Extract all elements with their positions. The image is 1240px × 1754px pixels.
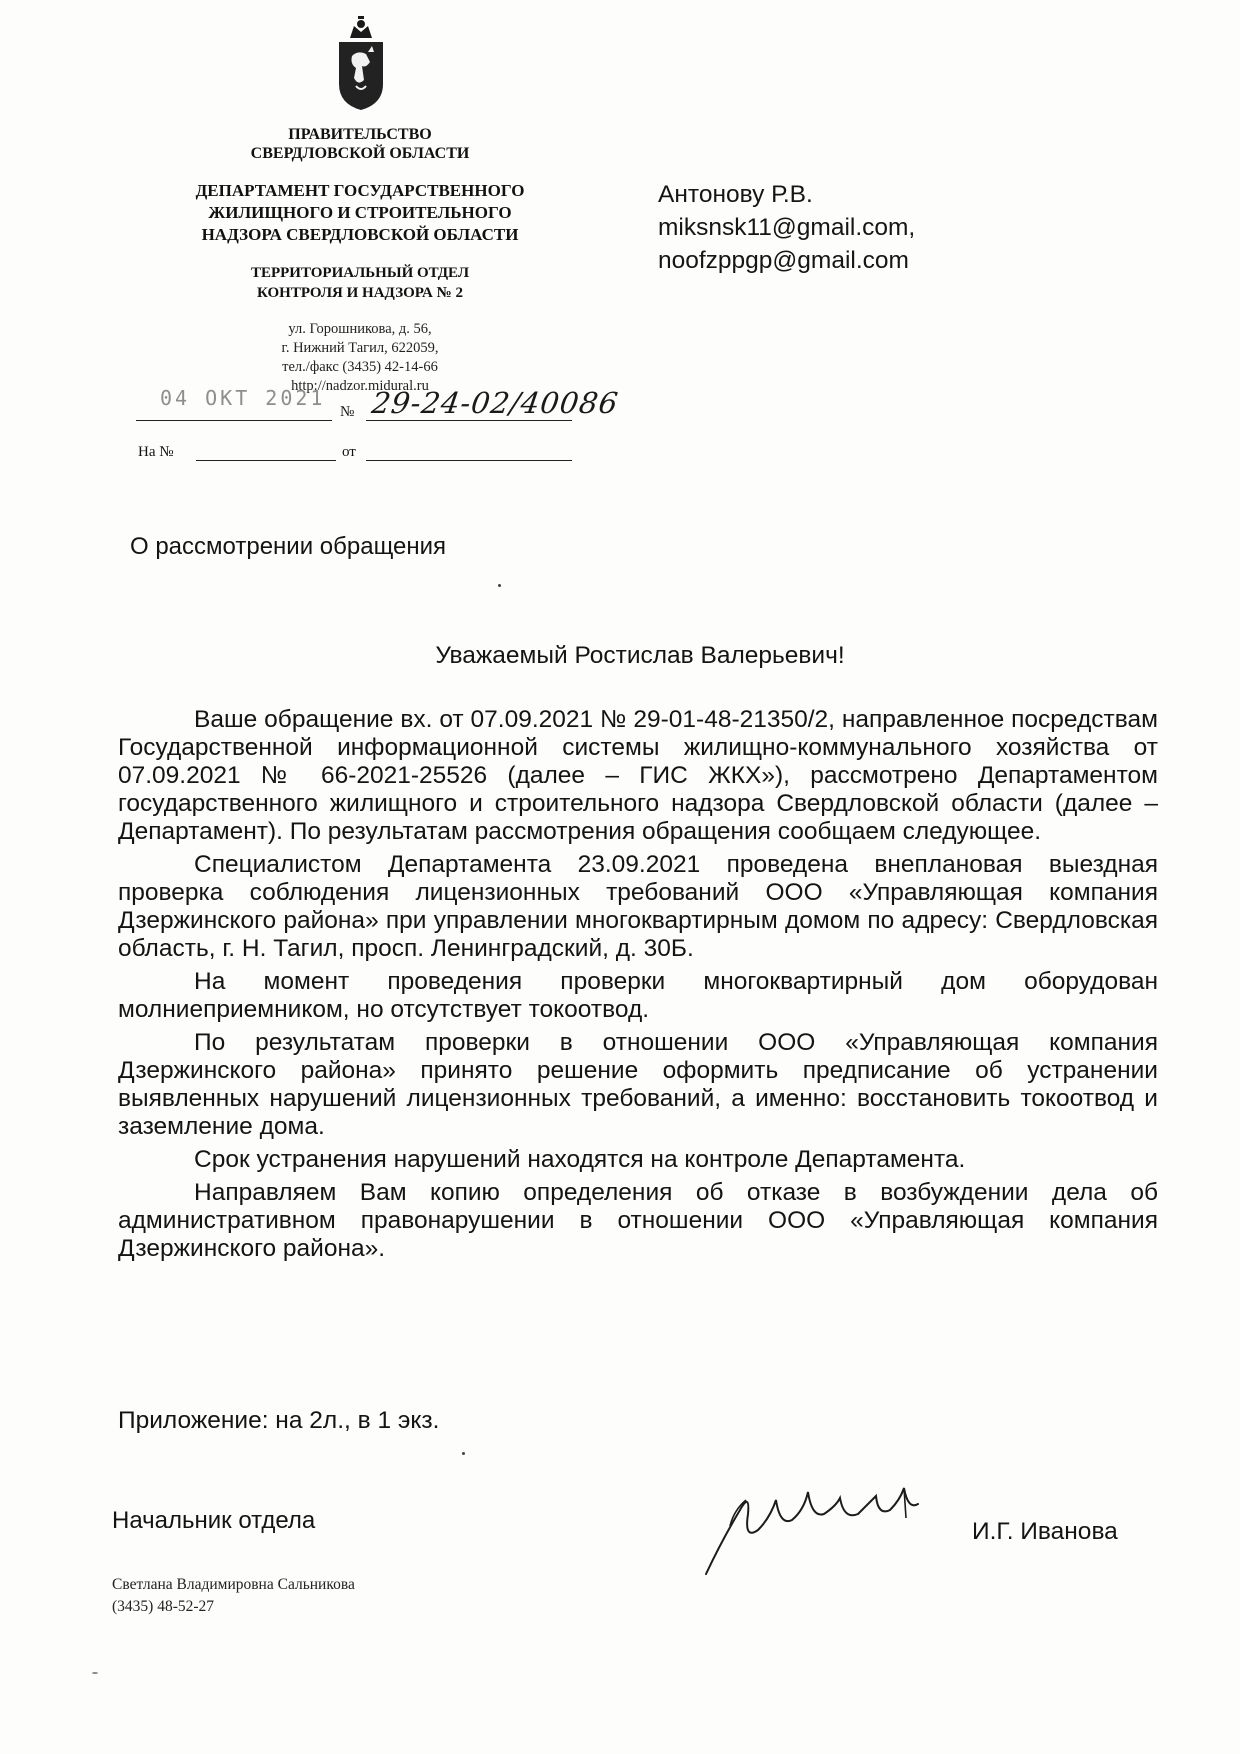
- coat-of-arms-icon: [336, 16, 386, 112]
- department-line: НАДЗОРА СВЕРДЛОВСКОЙ ОБЛАСТИ: [201, 225, 519, 244]
- executor-info: [112, 1574, 355, 1618]
- body-paragraph: Срок устранения нарушений находятся на контроле Департамента.: [194, 1146, 966, 1173]
- address-line: ул. Горошникова, д. 56,: [288, 321, 432, 337]
- address-line: http://nadzor.midural.ru: [291, 378, 429, 394]
- addressee-block: [658, 178, 915, 277]
- address-line: тел./факс (3435) 42-14-66: [282, 359, 438, 375]
- government-line: ПРАВИТЕЛЬСТВО: [288, 126, 432, 143]
- signer-role: Начальник отдела: [112, 1507, 316, 1534]
- department-line: ЖИЛИЩНОГО И СТРОИТЕЛЬНОГО: [208, 203, 512, 222]
- number-line: [366, 420, 572, 421]
- signer-name: И.Г. Иванова: [972, 1518, 1118, 1545]
- territorial-line: КОНТРОЛЯ И НАДЗОРА № 2: [257, 285, 463, 301]
- reference-date-line: [366, 460, 572, 461]
- addressee-email: miksnsk11@gmail.com,: [658, 214, 916, 241]
- handwritten-signature: [700, 1470, 950, 1580]
- scan-speck: [462, 1452, 465, 1455]
- scan-speck: [498, 584, 501, 587]
- body-paragraph: По результатам проверки в отношении ООО «Управляющая компания Дзержинского района» принято решение оформить предписание об устранении выявленных нарушений лицензионных требований, а именно: восстановить токоотвод и заземление дома.: [118, 1029, 1158, 1140]
- registration-number: 29-24-02/40086: [369, 386, 621, 420]
- body-paragraph: Специалистом Департамента 23.09.2021 проведена внеплановая выездная проверка соблюдения лицензионных требований ООО «Управляющая компания Дзержинского района» при управлении многоквартирным домом по адресу: Свердловская область, г. Н. Тагил, просп. Ленинградский, д. 30Б.: [118, 851, 1158, 962]
- office-address: [220, 320, 500, 396]
- government-line: СВЕРДЛОВСКОЙ ОБЛАСТИ: [250, 145, 470, 162]
- body-paragraph: Ваше обращение вх. от 07.09.2021 № 29-01-48-21350/2, направленное посредствам Государственной информационной системы жилищно-коммунального хозяйства от 07.09.2021 № 66-2021-25526 (далее – ГИС ЖКХ»), рассмотрено Департаментом государственного жилищного и строительного надзора Свердловской области (далее – Департамент). По результатам рассмотрения обращения сообщаем следующее.: [118, 706, 1158, 845]
- department-title: [140, 180, 580, 246]
- address-line: г. Нижний Тагил, 622059,: [281, 340, 439, 356]
- attachment-note: Приложение: на 2л., в 1 экз.: [118, 1407, 440, 1434]
- government-title: [140, 125, 580, 163]
- date-line: [136, 420, 332, 421]
- executor-name: Светлана Владимировна Сальникова: [112, 1576, 355, 1593]
- subject-line: О рассмотрении обращения: [130, 533, 447, 560]
- scan-speck: [92, 1672, 98, 1674]
- number-label: №: [340, 404, 355, 420]
- body-paragraph: На момент проведения проверки многоквартирный дом оборудован молниеприемником, но отсутствует токоотвод.: [118, 968, 1158, 1023]
- department-line: ДЕПАРТАМЕНТ ГОСУДАРСТВЕННОГО: [195, 181, 525, 200]
- reference-label: На №: [138, 444, 174, 460]
- date-stamp: 04 ОКТ 2021: [160, 386, 326, 410]
- addressee-name: Антонову Р.В.: [658, 181, 813, 208]
- letter-body: [118, 706, 1158, 1268]
- greeting: Уважаемый Ростислав Валерьевич!: [435, 642, 845, 669]
- territorial-line: ТЕРРИТОРИАЛЬНЫЙ ОТДЕЛ: [250, 265, 470, 281]
- reference-line: [196, 460, 336, 461]
- addressee-email: noofzppgp@gmail.com: [658, 247, 909, 274]
- body-paragraph: Направляем Вам копию определения об отказе в возбуждении дела об административном правонарушении в отношении ООО «Управляющая компания Дзержинского района».: [118, 1179, 1158, 1262]
- territorial-office-title: [140, 263, 580, 303]
- reference-from-label: от: [342, 444, 356, 460]
- executor-phone: (3435) 48-52-27: [112, 1598, 215, 1615]
